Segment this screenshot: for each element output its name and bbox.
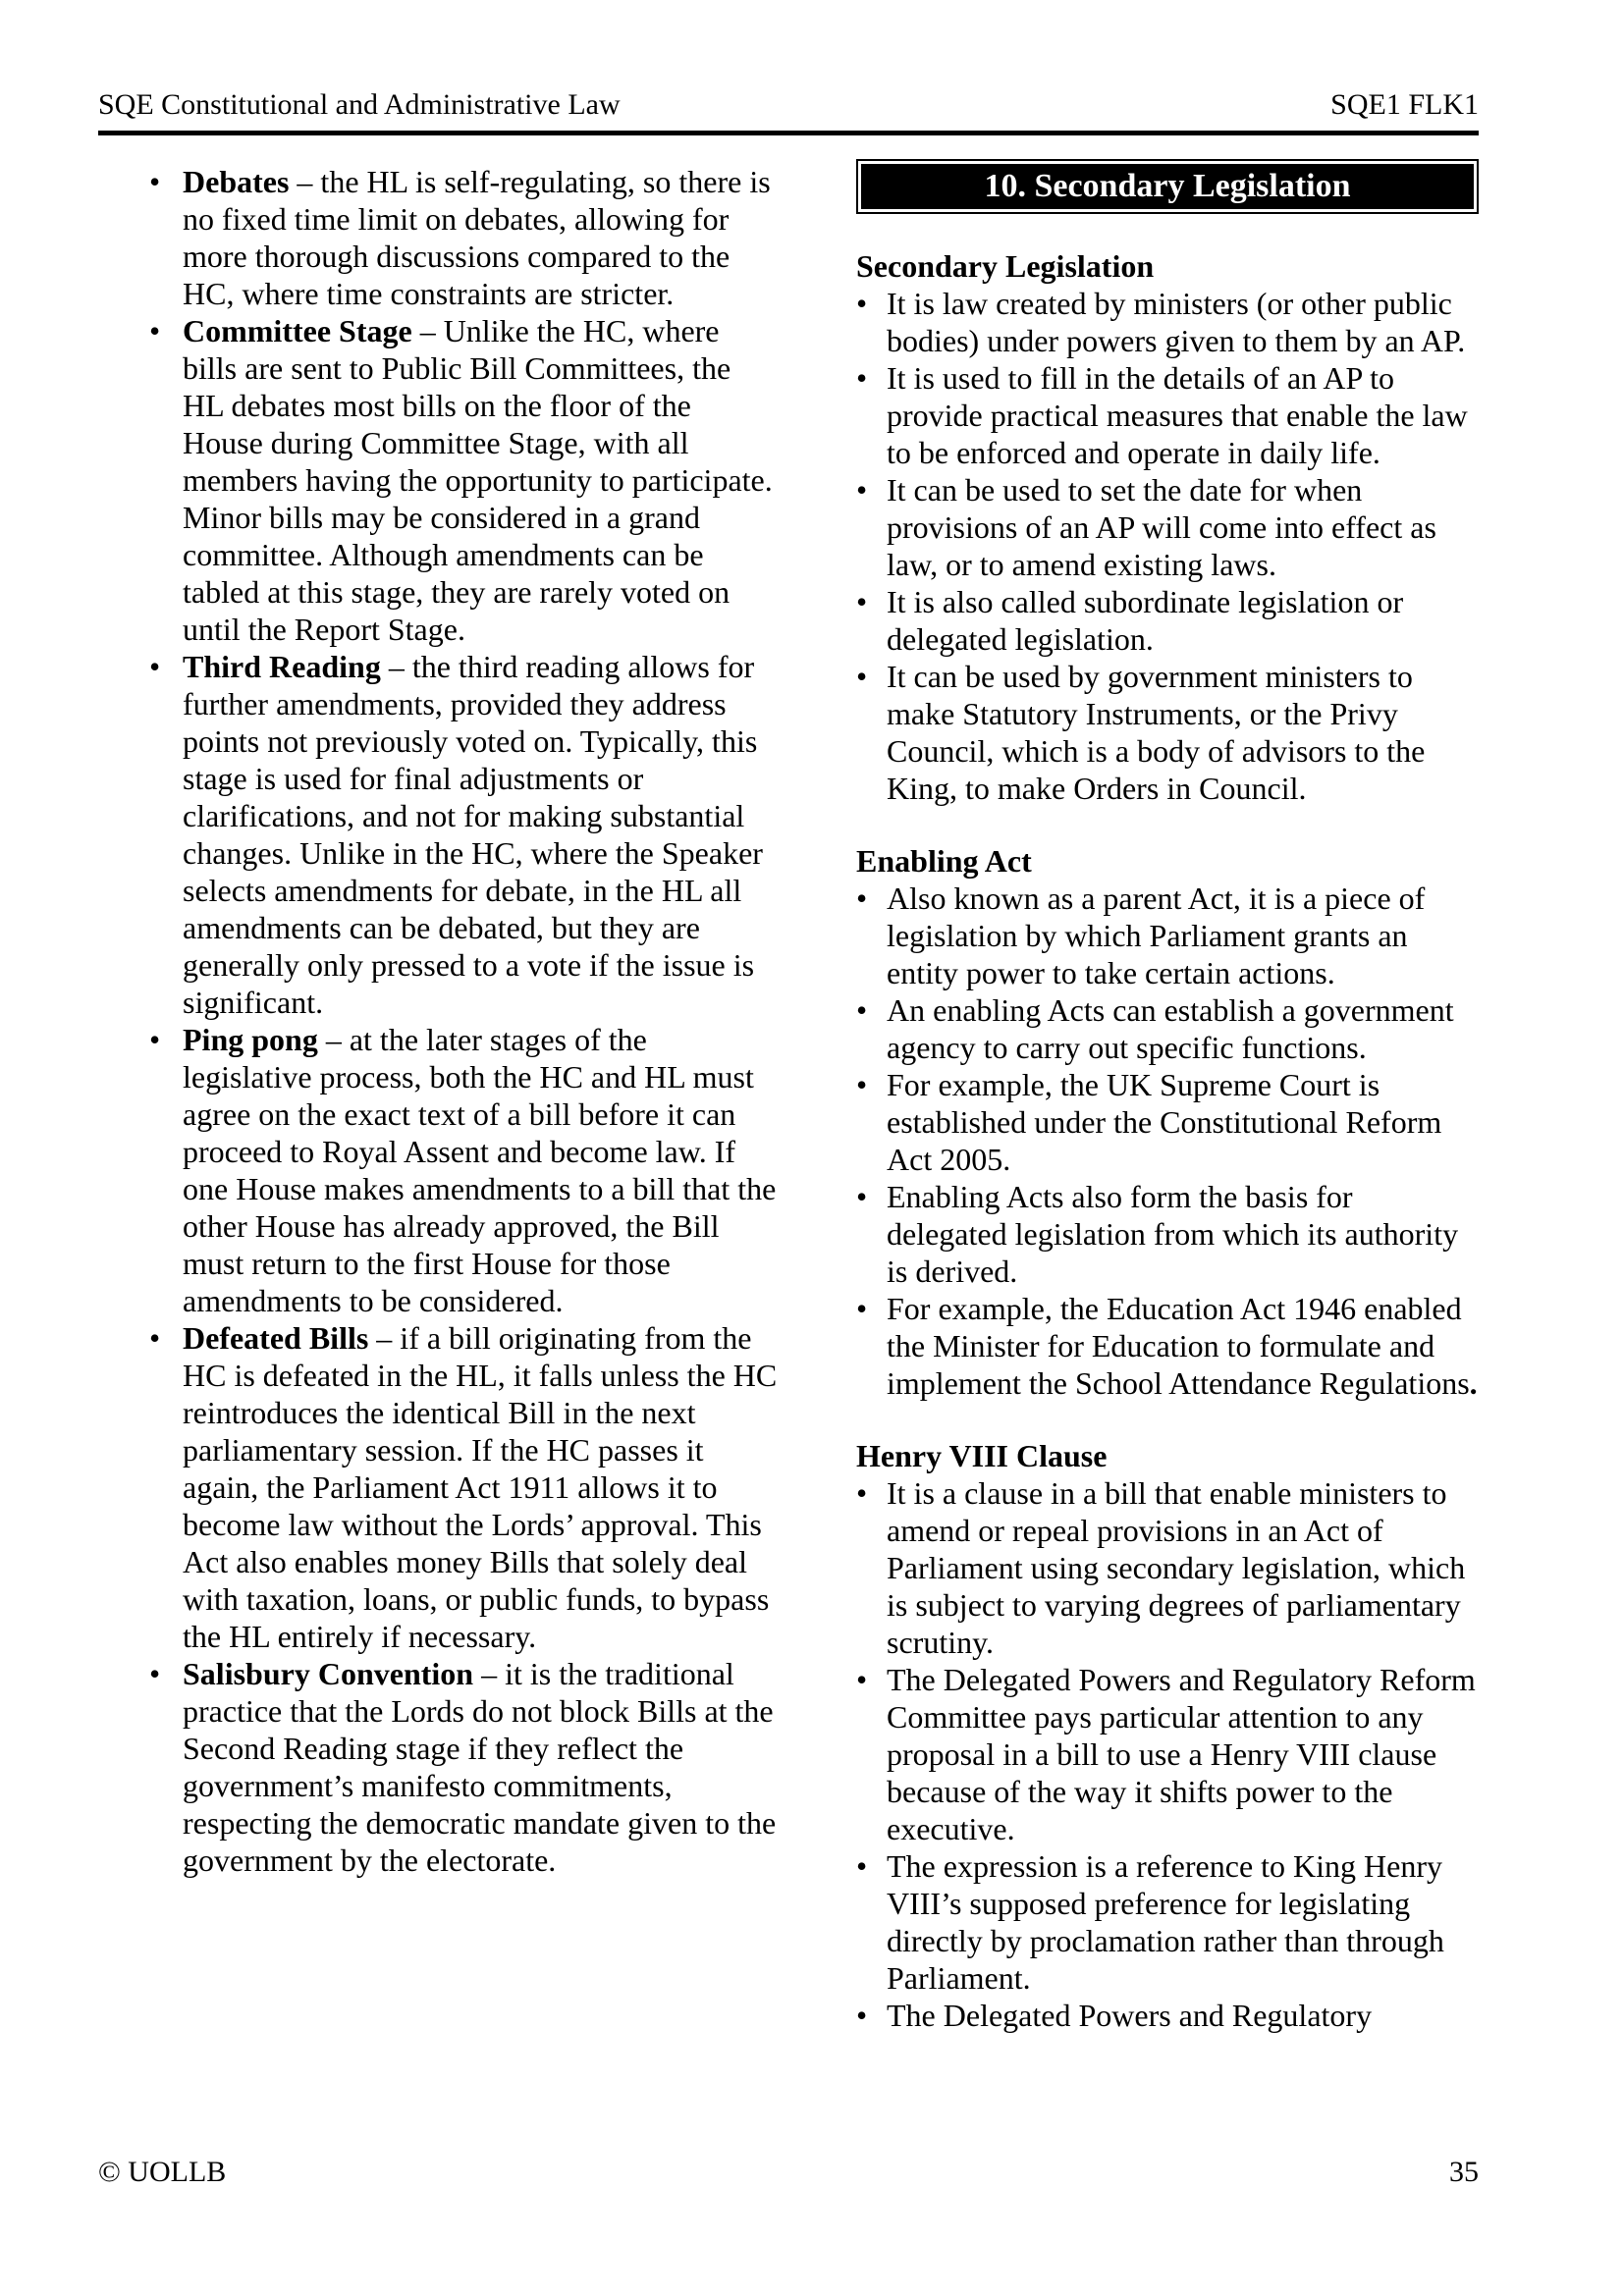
text-segment: – the HL is self-regulating, so there is no fixed time limit on debates, allowing for more thorough discussions compared to the HC, where time constraints are stricter. [183, 164, 771, 311]
bullet-icon: • [856, 1291, 868, 1326]
header-course-code: SQE1 FLK1 [1330, 88, 1479, 121]
text-segment: An enabling Acts can establish a government agency to carry out specific functions. [887, 992, 1454, 1065]
text-segment: It is also called subordinate legislation or delegated legislation. [887, 584, 1404, 657]
content-section [856, 247, 1479, 807]
list-item [149, 1655, 778, 1879]
list-item-text [887, 1290, 1479, 1402]
list-item [856, 359, 1479, 471]
bullet-icon: • [856, 584, 868, 619]
list-item [856, 1474, 1479, 1661]
list-item [856, 1066, 1479, 1178]
bold-text-segment: Defeated Bills [183, 1320, 369, 1356]
text-segment: – it is the traditional practice that the Lords do not block Bills at the Second Reading stage if they reflect the government’s manifesto commitments, respecting the democratic mandate given to the government by the electorate. [183, 1656, 777, 1878]
bold-text-segment: Third Reading [183, 649, 381, 684]
text-segment: It can be used by government ministers to make Statutory Instruments, or the Privy Council, which is a body of advisors to the King, to make Orders in Council. [887, 659, 1426, 806]
bullet-icon: • [149, 1320, 161, 1356]
text-segment: The Delegated Powers and Regulatory Reform Committee pays particular attention to any proposal in a bill to use a Henry VIII clause because of the way it shifts power to the executive. [887, 1662, 1476, 1846]
list-item-text [887, 1847, 1479, 1997]
text-segment: The Delegated Powers and Regulatory [887, 1998, 1373, 2033]
header-rule [98, 131, 1479, 135]
text-segment: For example, the Education Act 1946 enabled the Minister for Education to formulate and implement the School Attendance Regulations [887, 1291, 1470, 1401]
bullet-icon: • [856, 992, 868, 1028]
list-item [856, 1178, 1479, 1290]
list-item-text [887, 1066, 1479, 1178]
bullet-icon: • [856, 881, 868, 916]
bullet-icon: • [856, 1662, 868, 1697]
bold-text-segment: Ping pong [183, 1022, 318, 1057]
text-segment: It is used to fill in the details of an AP to provide practical measures that enable the law to be enforced and operate in daily life. [887, 360, 1468, 470]
bullet-icon: • [856, 286, 868, 321]
list-item [856, 583, 1479, 658]
list-item [149, 163, 778, 312]
list-item [856, 1661, 1479, 1847]
bullet-icon: • [856, 472, 868, 507]
list-item [856, 880, 1479, 991]
list-item-text [887, 1474, 1479, 1661]
bullet-icon: • [856, 360, 868, 396]
list-item-text [183, 163, 778, 312]
bold-text-segment: Committee Stage [183, 313, 412, 348]
bullet-icon: • [856, 1848, 868, 1884]
bullet-icon: • [856, 1067, 868, 1102]
text-segment: – at the later stages of the legislative process, both the HC and HL must agree on the exact text of a bill before it can proceed to Royal Assent and become law. If one House makes amendments to a bill that the other House has already approved, the Bill must return to the first House for those amendments to be considered. [183, 1022, 777, 1318]
list-item-text [887, 658, 1479, 807]
text-segment: – if a bill originating from the HC is defeated in the HL, it falls unless the HC reintroduces the identical Bill in the next parliamentary session. If the HC passes it again, the Parliament Act 1911 allows it to become law without the Lords’ approval. This Act also enables money Bills that solely deal with taxation, loans, or public funds, to bypass the HL entirely if necessary. [183, 1320, 778, 1654]
list-item-text [887, 1997, 1479, 2034]
list-item-text [183, 648, 778, 1021]
list-item [149, 312, 778, 648]
section-heading: Secondary Legislation [856, 248, 1155, 284]
list-item-text [183, 1655, 778, 1879]
text-segment: It is a clause in a bill that enable ministers to amend or repeal provisions in an Act of Parliament using secondary legislation, which is subject to varying degrees of parliamentary scrutiny. [887, 1475, 1466, 1660]
list-item [856, 471, 1479, 583]
list-item [856, 1847, 1479, 1997]
text-segment: For example, the UK Supreme Court is established under the Constitutional Reform Act 2005. [887, 1067, 1442, 1177]
bullet-icon: • [149, 164, 161, 199]
list-item-text [887, 991, 1479, 1066]
list-item-text [887, 285, 1479, 359]
bullet-icon: • [856, 1998, 868, 2033]
list-item [149, 648, 778, 1021]
text-segment: – the third reading allows for further amendments, provided they address points not previously voted on. Typically, this stage is used for final adjustments or clarifications, and not for making substantial changes. Unlike in the HC, where the Speaker selects amendments for debate, in the HL all amendments can be debated, but they are generally only pressed to a vote if the issue is significant. [183, 649, 763, 1020]
right-column-sections [856, 247, 1479, 2034]
section-heading: Henry VIII Clause [856, 1438, 1108, 1473]
bullet-icon: • [149, 313, 161, 348]
list-item-text [183, 312, 778, 648]
list-item [856, 1290, 1479, 1402]
right-column [856, 159, 1479, 2034]
list-item-text [183, 1319, 778, 1655]
list-item-text [887, 1661, 1479, 1847]
header-doc-title: SQE Constitutional and Administrative Law [98, 88, 621, 121]
list-item [856, 285, 1479, 359]
list-item [856, 658, 1479, 807]
section-banner-title: 10. Secondary Legislation [984, 168, 1351, 204]
section-heading: Enabling Act [856, 843, 1032, 879]
bullet-icon: • [856, 1475, 868, 1511]
list-item-text [183, 1021, 778, 1319]
content-section [856, 1437, 1479, 2034]
text-segment: It is law created by ministers (or other public bodies) under powers given to them by an AP. [887, 286, 1466, 358]
list-item [856, 991, 1479, 1066]
text-segment: Enabling Acts also form the basis for delegated legislation from which its authority is derived. [887, 1179, 1459, 1289]
bold-text-segment: Debates [183, 164, 290, 199]
text-segment: – Unlike the HC, where bills are sent to Public Bill Committees, the HL debates most bills on the floor of the House during Committee Stage, with all members having the opportunity to participate. Minor bills may be considered in a grand committee. Although amendments can be tabled at this stage, they are rarely voted on until the Report Stage. [183, 313, 773, 647]
list-item [149, 1319, 778, 1655]
footer-copyright: © UOLLB [98, 2156, 227, 2188]
bullet-icon: • [856, 1179, 868, 1214]
bullet-icon: • [856, 659, 868, 694]
text-segment: It can be used to set the date for when provisions of an AP will come into effect as law, or to amend existing laws. [887, 472, 1436, 582]
bold-text-segment: . [1469, 1365, 1478, 1401]
footer-page-number: 35 [1449, 2156, 1479, 2188]
list-item [149, 1021, 778, 1319]
bullet-icon: • [149, 649, 161, 684]
text-segment: Also known as a parent Act, it is a piece of legislation by which Parliament grants an entity power to take certain actions. [887, 881, 1426, 990]
list-item [856, 1997, 1479, 2034]
section-banner [856, 159, 1479, 214]
bullet-icon: • [149, 1022, 161, 1057]
content-section [856, 842, 1479, 1402]
list-item-text [887, 583, 1479, 658]
bullet-icon: • [149, 1656, 161, 1691]
list-item-text [887, 880, 1479, 991]
list-item-text [887, 1178, 1479, 1290]
list-item-text [887, 471, 1479, 583]
list-item-text [887, 359, 1479, 471]
text-segment: The expression is a reference to King Henry VIII’s supposed preference for legislating directly by proclamation rather than through Parliament. [887, 1848, 1444, 1996]
left-column [98, 163, 778, 1879]
bold-text-segment: Salisbury Convention [183, 1656, 474, 1691]
